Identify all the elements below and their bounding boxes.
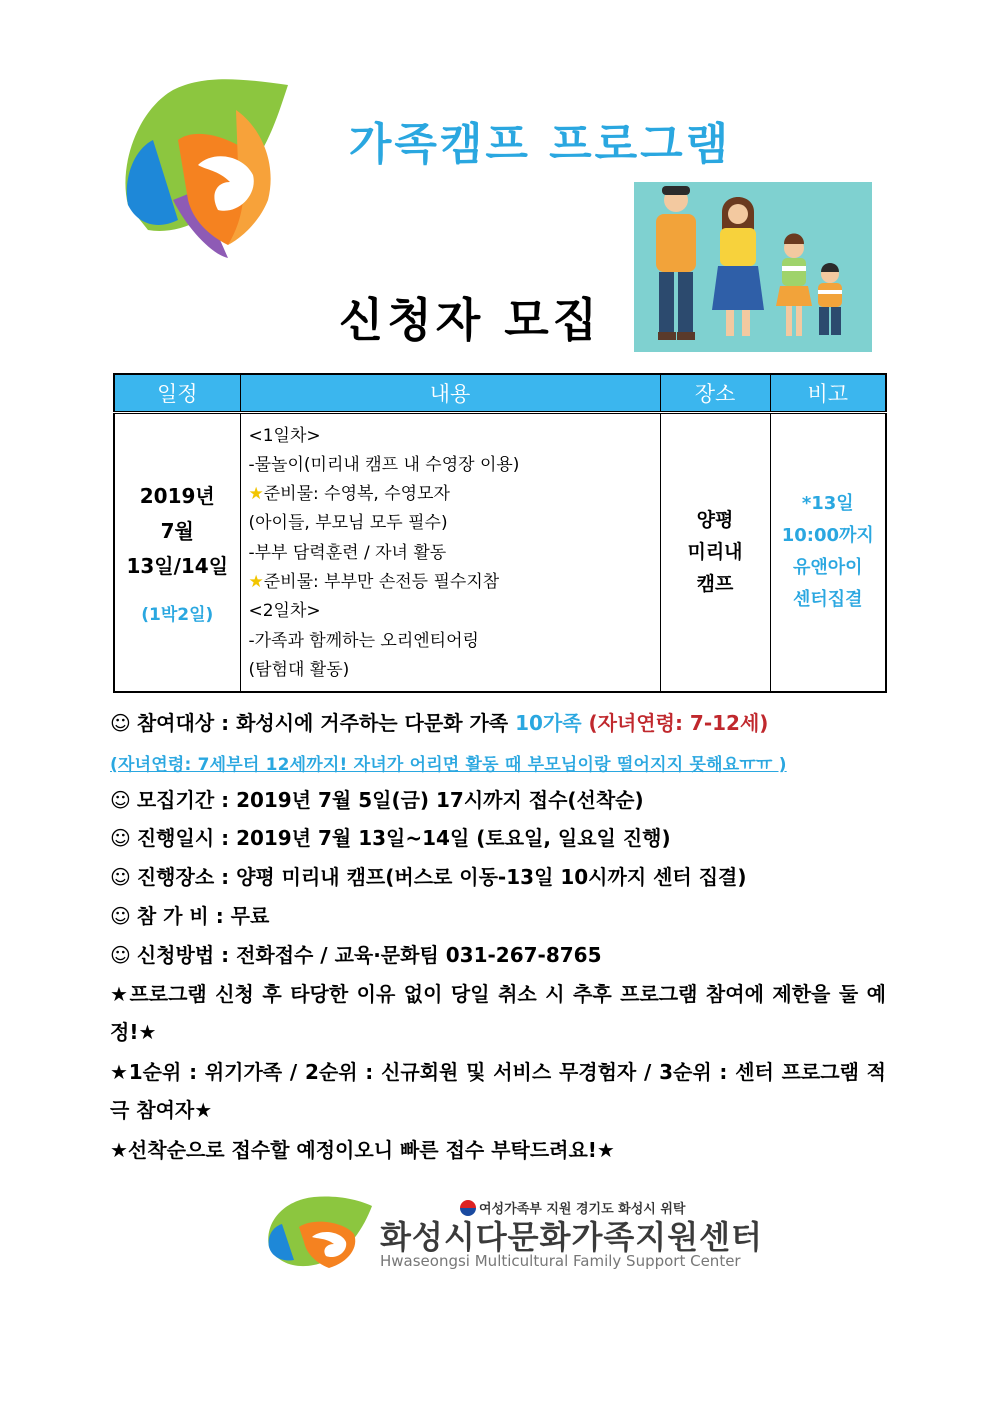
content-cell: [240, 412, 660, 692]
schedule-table: [113, 373, 887, 693]
date-year: 2019년: [139, 484, 215, 509]
target-count: 10가족: [515, 711, 582, 735]
content-required: (아이들, 부모님 모두 필수): [248, 513, 448, 534]
star-icon: ★: [248, 484, 264, 505]
smile-icon: ☺: [110, 826, 131, 850]
table-row: [114, 412, 886, 692]
header-content: 내용: [240, 374, 660, 412]
content-swim: -물놀이(미리내 캠프 내 수영장 이용): [248, 454, 520, 475]
date-days: 13일/14일: [126, 554, 229, 579]
info-priority: ★1순위 : 위기가족 / 2순위 : 신규회원 및 서비스 무경험자 / 3순위 : 센터 프로그램 적극 참여자★: [110, 1060, 886, 1122]
info-age-note: (자녀연령: 7세부터 12세까지! 자녀가 어리면 활동 때 부모님이랑 떨어지지 못해요ㅠㅠ ): [110, 755, 787, 775]
info-period: ☺ 모집기간 : 2019년 7월 5일(금) 17시까지 접수(선착순): [110, 788, 644, 812]
info-fee: ☺ 참 가 비 : 무료: [110, 904, 270, 928]
date-month: 7월: [160, 519, 194, 544]
smile-icon: ☺: [110, 904, 131, 928]
recruitment-heading: 신청자 모집: [338, 293, 602, 347]
content-orienteering: -가족과 함께하는 오리엔티어링: [248, 630, 479, 651]
smile-icon: ☺: [110, 865, 131, 889]
star-icon: ★: [248, 571, 264, 592]
content-day2: <2일차>: [248, 601, 321, 622]
content-prep1: ★준비물: 수영복, 수영모자: [248, 484, 450, 505]
content-prep2: ★준비물: 부부만 손전등 필수지참: [248, 571, 500, 592]
content-day1: <1일차>: [248, 425, 321, 446]
header-note: 비고: [770, 374, 886, 412]
note-cell: *13일 10:00까지 유앤아이 센터집결: [770, 412, 886, 692]
smile-icon: ☺: [110, 943, 131, 967]
info-location: ☺ 진행장소 : 양평 미리내 캠프(버스로 이동-13일 10시까지 센터 집결): [110, 865, 747, 889]
content-explorer: (탐험대 활동): [248, 659, 350, 680]
footer-center-name: 화성시다문화가족지원센터: [380, 1218, 763, 1256]
smile-icon: ☺: [110, 788, 131, 812]
date-cell: [114, 412, 240, 692]
footer-logo-icon: [264, 1192, 374, 1272]
footer-english-name: Hwaseongsi Multicultural Family Support Center: [380, 1252, 741, 1270]
target-age: (자녀연령: 7-12세): [581, 711, 769, 735]
family-icon: [634, 182, 872, 352]
date-duration: (1박2일): [141, 605, 214, 626]
table-header-row: [114, 374, 886, 412]
center-logo-icon: [118, 70, 296, 262]
info-schedule: ☺ 진행일시 : 2019년 7월 13일~14일 (토요일, 일요일 진행): [110, 826, 671, 850]
place-cell: 양평 미리내 캠프: [660, 412, 770, 692]
smile-icon: ☺: [110, 711, 131, 735]
header-place: 장소: [660, 374, 770, 412]
info-warning: ★프로그램 신청 후 타당한 이유 없이 당일 취소 시 추후 프로그램 참여에 제한을 둘 예정!★: [110, 982, 886, 1044]
footer-sponsor: 여성가족부 지원 경기도 화성시 위탁: [460, 1198, 685, 1217]
content-couple: -부부 담력훈련 / 자녀 활동: [248, 542, 447, 563]
family-illustration: [634, 182, 872, 352]
info-target: ☺ 참여대상 : 화성시에 거주하는 다문화 가족 10가족 (자녀연령: 7-12세): [110, 711, 769, 735]
page-title: 가족캠프 프로그램: [348, 119, 732, 170]
info-first-come: ★선착순으로 접수할 예정이오니 빠른 접수 부탁드려요!★: [110, 1138, 615, 1162]
info-apply: ☺ 신청방법 : 전화접수 / 교육·문화팀 031-267-8765: [110, 943, 602, 967]
header-date: 일정: [114, 374, 240, 412]
